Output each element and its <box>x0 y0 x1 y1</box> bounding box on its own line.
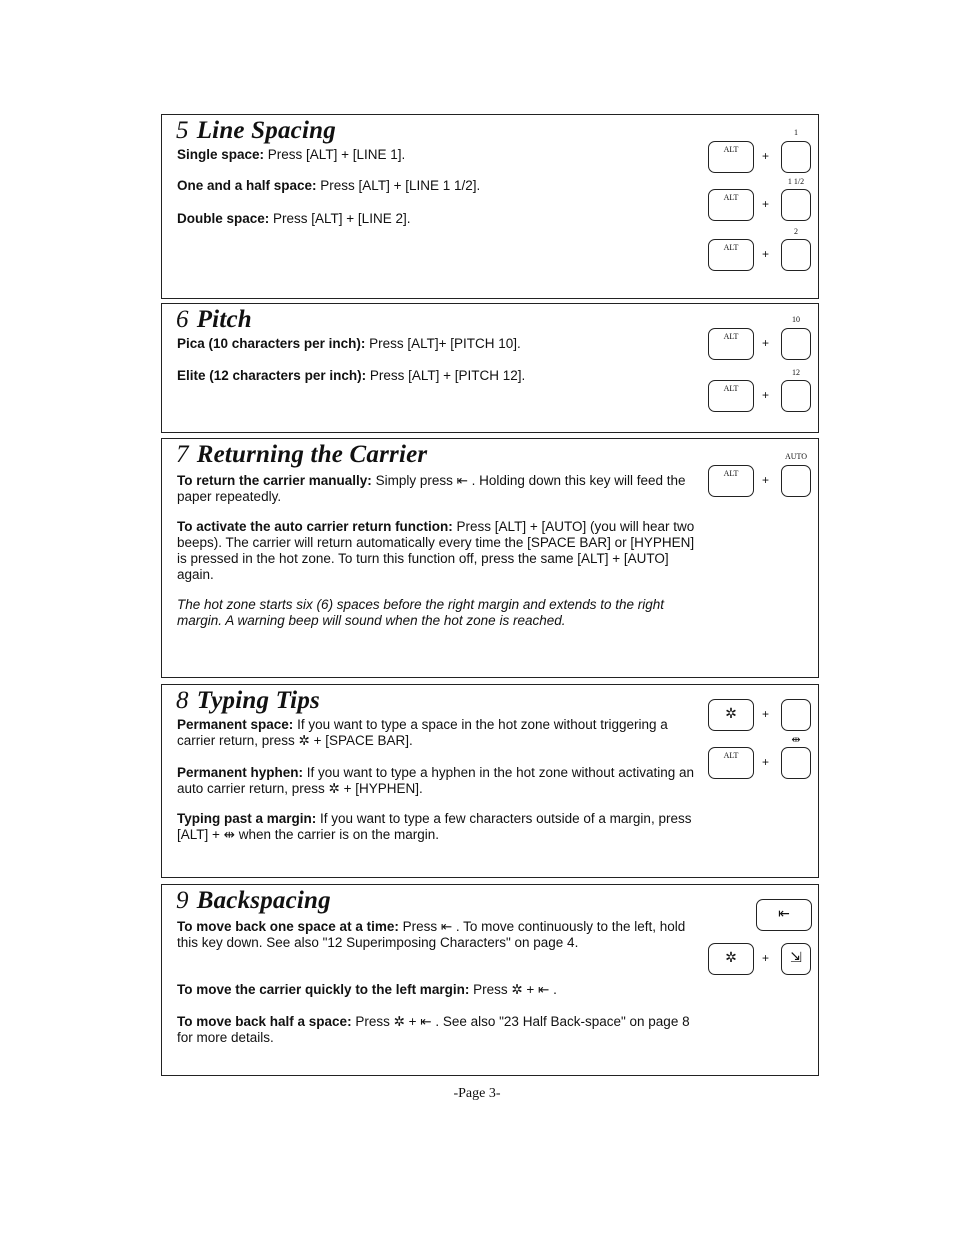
key-label: 10 <box>792 315 800 324</box>
section-title: 6 Pitch <box>176 306 252 333</box>
section-title: 8 Typing Tips <box>176 687 320 714</box>
half-backspace-key-icon: ⇲ <box>781 943 811 975</box>
code-key-icon: ✲ <box>708 943 754 975</box>
backspace-key-icon: ⇤ <box>756 899 812 931</box>
plus-icon: + <box>762 247 770 261</box>
auto-key-icon <box>781 465 811 497</box>
key-label: AUTO <box>784 452 808 461</box>
alt-key-icon: ALT <box>708 380 754 412</box>
line-1-key-icon <box>781 141 811 173</box>
paragraph: Typing past a margin: If you want to type a few characters outside of a margin, press [ALT] + ⇹ when the carrier is on the margin. <box>177 811 692 842</box>
alt-key-icon: ALT <box>708 465 754 497</box>
section-returning-carrier <box>161 438 819 678</box>
key-label: 1 1/2 <box>787 177 805 186</box>
section-typing-tips <box>161 684 819 878</box>
plus-icon: + <box>762 755 770 769</box>
alt-key-icon: ALT <box>708 189 754 221</box>
plus-icon: + <box>762 149 770 163</box>
section-title: 5 Line Spacing <box>176 117 336 144</box>
section-backspacing <box>161 884 819 1076</box>
paragraph-note: The hot zone starts six (6) spaces before the right margin and extends to the right margin. A warning beep will sound when the hot zone is reached. <box>177 597 665 628</box>
pitch-12-key-icon <box>781 380 811 412</box>
paragraph: To move back half a space: Press ✲ + ⇤ . See also "23 Half Back-space" on page 8 for more details. <box>177 1014 690 1045</box>
plus-icon: + <box>762 388 770 402</box>
plus-icon: + <box>762 951 770 965</box>
section-pitch <box>161 303 819 433</box>
paragraph: To activate the auto carrier return function: Press [ALT] + [AUTO] (you will hear two beeps). The carrier will return automatically every time the [SPACE BAR] or [HYPHEN] is pressed in the hot zone. To turn this function off, press the same [ALT] + [AUTO] again. <box>177 519 695 582</box>
section-line-spacing <box>161 114 819 299</box>
margin-release-key-icon <box>781 747 811 779</box>
alt-key-icon: ALT <box>708 747 754 779</box>
paragraph: To move the carrier quickly to the left margin: Press ✲ + ⇤ . <box>177 982 557 997</box>
line-1-half-key-icon <box>781 189 811 221</box>
paragraph: One and a half space: Press [ALT] + [LINE 1 1/2]. <box>177 178 481 193</box>
paragraph: Double space: Press [ALT] + [LINE 2]. <box>177 211 411 226</box>
paragraph: Pica (10 characters per inch): Press [ALT]+ [PITCH 10]. <box>177 336 521 351</box>
plus-icon: + <box>762 473 770 487</box>
pitch-10-key-icon <box>781 328 811 360</box>
space-bar-key-icon <box>781 699 811 731</box>
alt-key-icon: ALT <box>708 141 754 173</box>
paragraph: To return the carrier manually: Simply press ⇤ . Holding down this key will feed the paper repeatedly. <box>177 473 686 504</box>
paragraph: Permanent hyphen: If you want to type a hyphen in the hot zone without activating an auto carrier return, press ✲ + [HYPHEN]. <box>177 765 695 796</box>
page-number: -Page 3- <box>453 1086 501 1101</box>
section-title: 7 Returning the Carrier <box>176 441 428 468</box>
plus-icon: + <box>762 197 770 211</box>
key-label: 12 <box>792 368 800 377</box>
key-label: 1 <box>794 128 798 137</box>
alt-key-icon: ALT <box>708 239 754 271</box>
paragraph: Permanent space: If you want to type a space in the hot zone without triggering a carrier return, press ✲ + [SPACE BAR]. <box>177 717 668 748</box>
code-key-icon: ✲ <box>708 699 754 731</box>
paragraph: Elite (12 characters per inch): Press [ALT] + [PITCH 12]. <box>177 368 526 383</box>
paragraph: Single space: Press [ALT] + [LINE 1]. <box>177 147 406 162</box>
alt-key-icon: ALT <box>708 328 754 360</box>
key-label: 2 <box>794 227 798 236</box>
plus-icon: + <box>762 707 770 721</box>
section-title: 9 Backspacing <box>176 887 331 914</box>
paragraph: To move back one space at a time: Press ⇤ . To move continuously to the left, hold this key down. See also "12 Superimposing Characters" on page 4. <box>177 919 686 950</box>
key-label: ⇹ <box>791 734 801 746</box>
plus-icon: + <box>762 336 770 350</box>
line-2-key-icon <box>781 239 811 271</box>
